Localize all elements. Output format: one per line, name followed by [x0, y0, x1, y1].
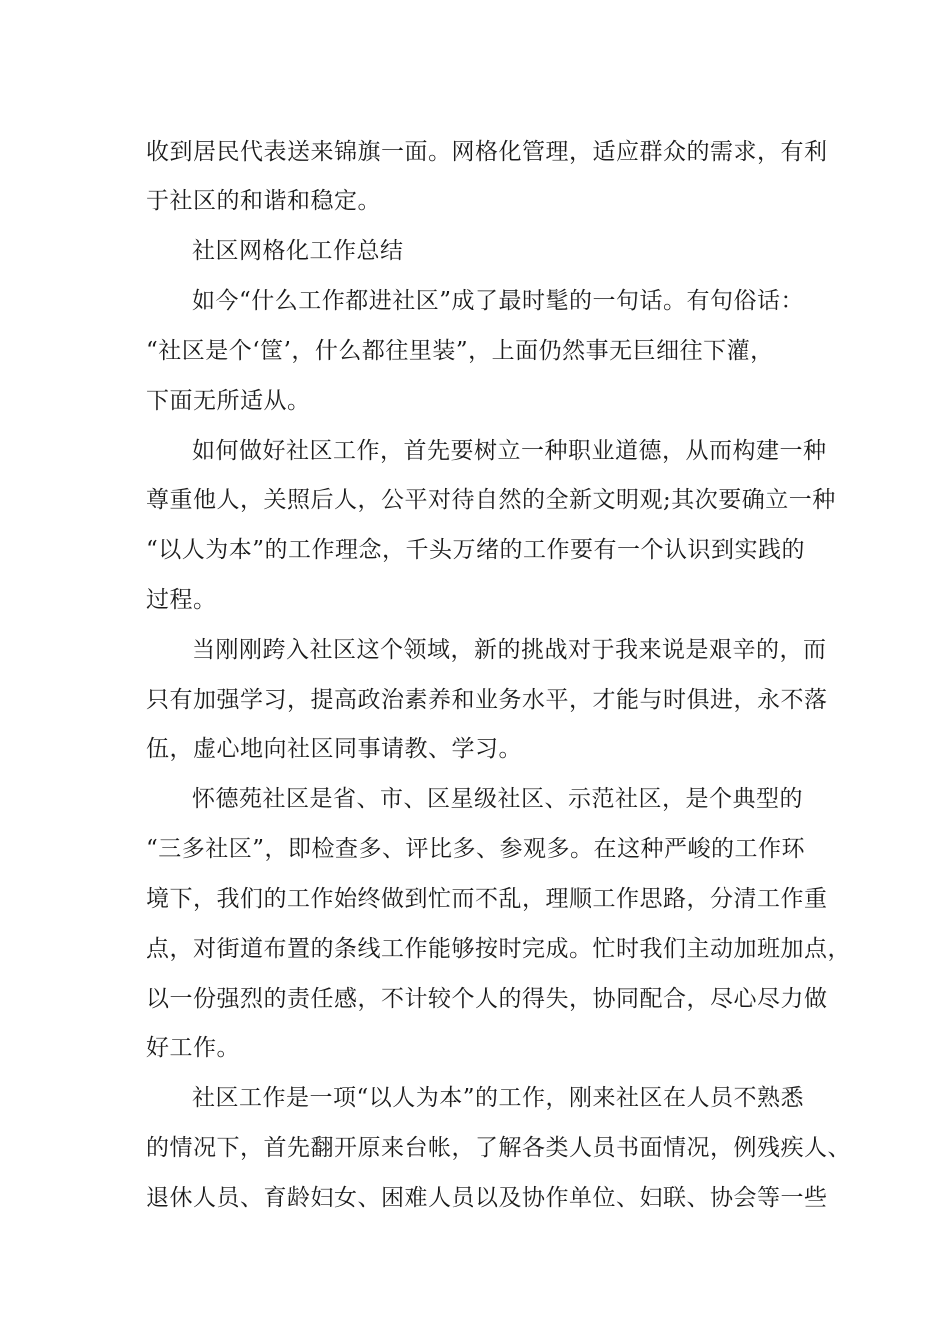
paragraph-line: 过程。 [146, 587, 217, 613]
paragraph-line: 当刚刚跨入社区这个领域，新的挑战对于我来说是艰辛的，而 [192, 637, 827, 663]
paragraph-line: 点，对街道布置的条线工作能够按时完成。忙时我们主动加班加点， [146, 936, 851, 962]
paragraph-line: 尊重他人，关照后人，公平对待自然的全新文明观;其次要确立一种 [146, 487, 836, 513]
paragraph-line: 于社区的和谐和稳定。 [146, 188, 381, 214]
paragraph-line: 如何做好社区工作，首先要树立一种职业道德，从而构建一种 [192, 438, 827, 464]
paragraph-line: 好工作。 [146, 1035, 240, 1061]
paragraph-line: 境下，我们的工作始终做到忙而不乱，理顺工作思路，分清工作重 [146, 886, 828, 912]
paragraph-line: 收到居民代表送来锦旗一面。网格化管理，适应群众的需求，有利 [146, 139, 828, 165]
paragraph-line: 只有加强学习，提高政治素养和业务水平，才能与时俱进，永不落 [146, 687, 828, 713]
paragraph-line: “以人为本”的工作理念，千头万绪的工作要有一个认识到实践的 [146, 537, 806, 563]
paragraph-line: 的情况下，首先翻开原来台帐，了解各类人员书面情况，例残疾人、 [146, 1135, 851, 1161]
paragraph-line: 社区工作是一项“以人为本”的工作，刚来社区在人员不熟悉 [192, 1085, 805, 1111]
paragraph-line: 下面无所适从。 [146, 388, 311, 414]
paragraph-line: 如今“什么工作都进社区”成了最时髦的一句话。有句俗话： [192, 288, 805, 314]
paragraph-line: 怀德苑社区是省、市、区星级社区、示范社区，是个典型的 [192, 786, 803, 812]
paragraph-line: 以一份强烈的责任感，不计较个人的得失，协同配合，尽心尽力做 [146, 986, 828, 1012]
paragraph-line: “社区是个‘筐’，什么都往里装”，上面仍然事无巨细往下灌， [146, 338, 774, 364]
paragraph-line: 退休人员、育龄妇女、困难人员以及协作单位、妇联、协会等一些 [146, 1185, 828, 1211]
section-heading: 社区网格化工作总结 [192, 238, 404, 264]
paragraph-line: 伍，虚心地向社区同事请教、学习。 [146, 736, 522, 762]
paragraph-line: “三多社区”，即检查多、评比多、参观多。在这种严峻的工作环 [146, 836, 806, 862]
